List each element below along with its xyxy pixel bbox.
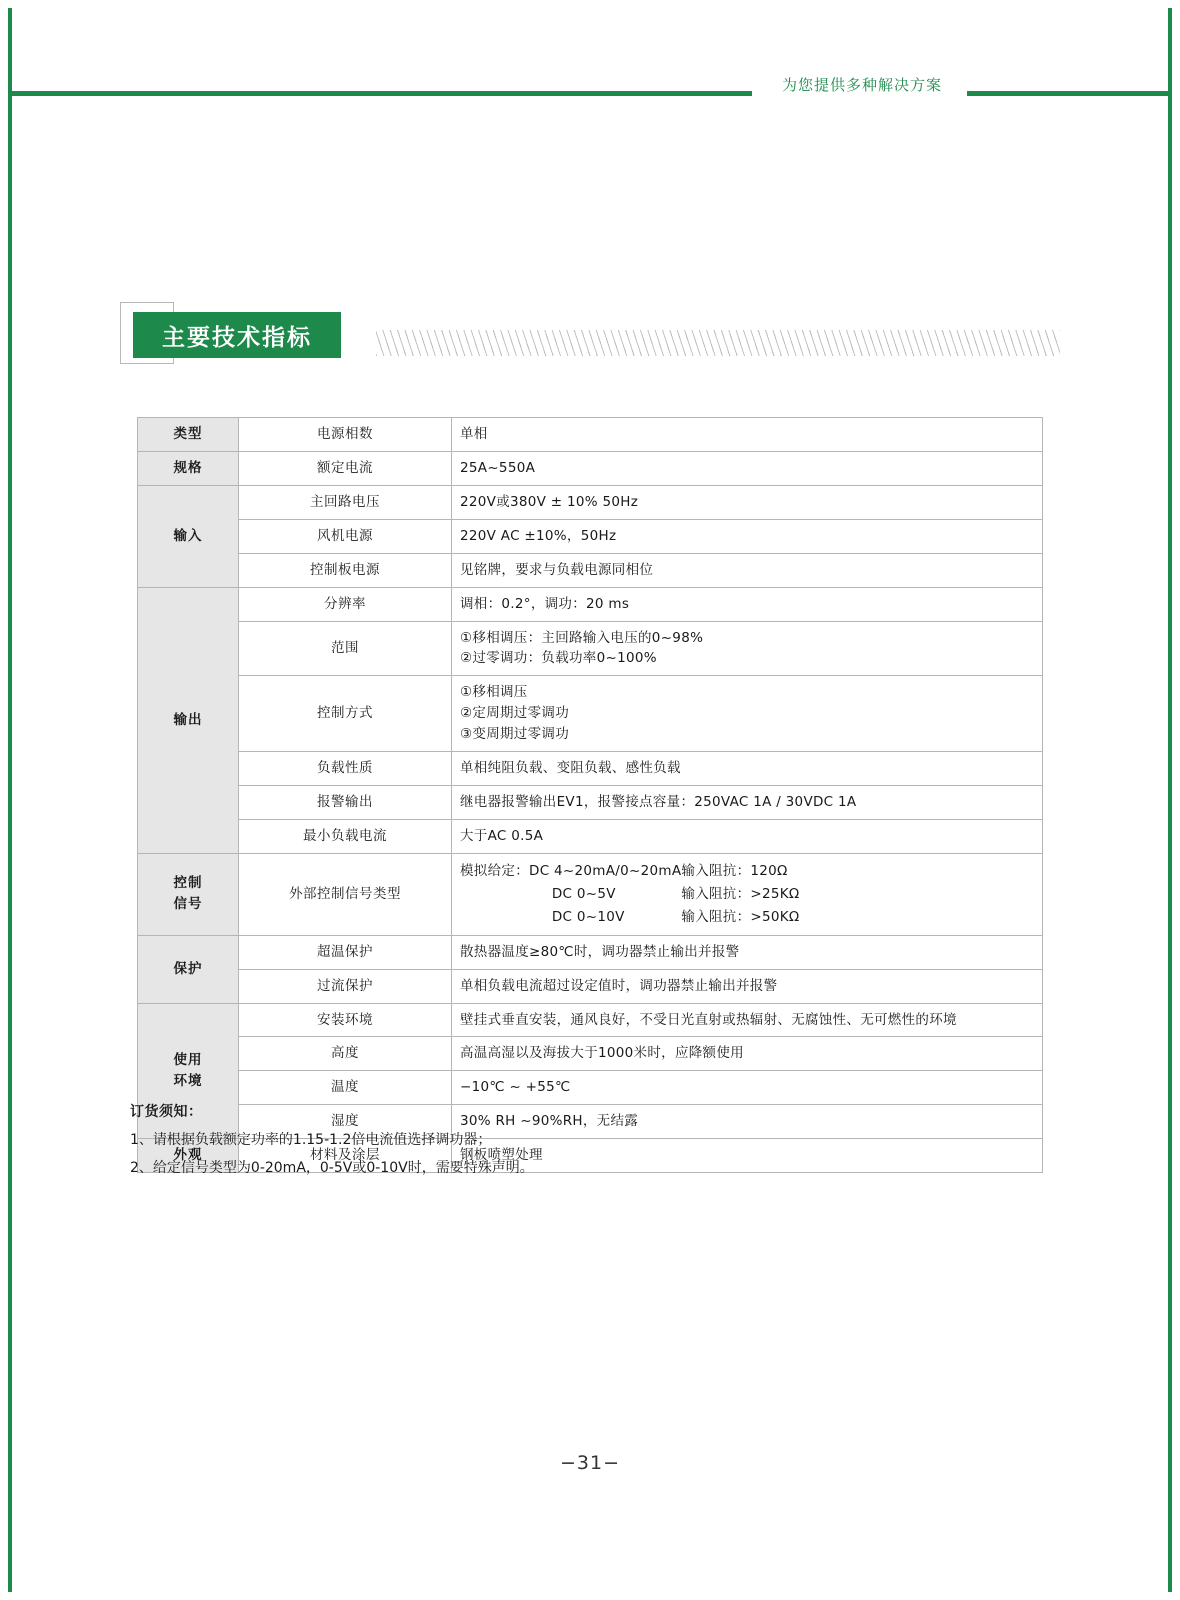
spec-category-cell: 类型	[138, 418, 239, 452]
table-row	[138, 451, 1043, 485]
table-row	[138, 1003, 1043, 1037]
table-row	[138, 676, 1043, 752]
spec-value-cell: 单相负载电流超过设定值时，调功器禁止输出并报警	[452, 969, 1043, 1003]
table-row	[138, 621, 1043, 676]
spec-value-line: ①移相调压	[460, 684, 528, 701]
table-row	[138, 519, 1043, 553]
spec-item-cell: 控制方式	[239, 676, 452, 752]
spec-value-cell: 见铭牌，要求与负载电源同相位	[452, 553, 1043, 587]
spec-item-cell: 高度	[239, 1037, 452, 1071]
spec-value-cell: −10℃ ~ +55℃	[452, 1071, 1043, 1105]
spec-value-lines	[460, 682, 1034, 745]
signal-type-right: 输入阻抗：120Ω	[681, 862, 788, 879]
spec-value-cell	[452, 676, 1043, 752]
section-title-label: 主要技术指标	[133, 312, 341, 358]
order-note-item: 1、请根据负载额定功率的1.15-1.2倍电流值选择调功器；	[130, 1132, 492, 1148]
signal-type-left: DC 0~10V	[460, 908, 625, 925]
spec-value-cell: 30% RH ~90%RH，无结露	[452, 1105, 1043, 1139]
page-border-left	[8, 8, 12, 1592]
spec-value-line: ②定周期过零调功	[460, 705, 570, 722]
spec-value-cell: 钢板喷塑处理	[452, 1139, 1043, 1173]
spec-category-cell: 输出	[138, 587, 239, 853]
spec-item-cell: 范围	[239, 621, 452, 676]
order-notes	[130, 1098, 1030, 1182]
spec-item-cell: 负载性质	[239, 752, 452, 786]
spec-value-cell: 单相纯阻负载、变阻负载、感性负载	[452, 752, 1043, 786]
spec-value-line: ②过零调功：负载功率0~100%	[460, 650, 657, 667]
section-title	[120, 302, 1060, 368]
signal-type-left: 模拟给定：DC 4~20mA/0~20mA	[460, 862, 682, 879]
spec-value-line: ①移相调压：主回路输入电压的0~98%	[460, 629, 704, 646]
spec-category-cell: 控制 信号	[138, 853, 239, 935]
spec-item-cell: 外部控制信号类型	[239, 853, 452, 935]
spec-value-lines	[460, 628, 1034, 670]
spec-item-cell: 最小负载电流	[239, 819, 452, 853]
spec-item-cell: 材料及涂层	[239, 1139, 452, 1173]
table-row	[138, 935, 1043, 969]
spec-value-cell: 散热器温度≥80℃时，调功器禁止输出并报警	[452, 935, 1043, 969]
specification-table	[137, 417, 1043, 1173]
spec-value-cell: 壁挂式垂直安装，通风良好，不受日光直射或热辐射、无腐蚀性、无可燃性的环境	[452, 1003, 1043, 1037]
header-rule-left	[12, 91, 752, 96]
spec-value-cell: 25A~550A	[452, 451, 1043, 485]
section-title-hatch-decoration	[376, 330, 1060, 356]
table-row	[138, 1037, 1043, 1071]
spec-value-line: ③变周期过零调功	[460, 726, 570, 743]
signal-type-table	[460, 860, 800, 929]
spec-item-cell: 主回路电压	[239, 485, 452, 519]
spec-category-cell: 外观	[138, 1139, 239, 1173]
spec-item-cell: 报警输出	[239, 786, 452, 820]
spec-item-cell: 安装环境	[239, 1003, 452, 1037]
spec-item-cell: 温度	[239, 1071, 452, 1105]
table-row	[138, 786, 1043, 820]
table-row	[138, 819, 1043, 853]
spec-category-cell: 保护	[138, 935, 239, 1003]
table-row	[138, 418, 1043, 452]
spec-category-cell: 规格	[138, 451, 239, 485]
spec-value-cell	[452, 853, 1043, 935]
page-border-right	[1168, 8, 1172, 1592]
spec-item-cell: 超温保护	[239, 935, 452, 969]
table-row	[138, 969, 1043, 1003]
spec-category-cell: 输入	[138, 485, 239, 587]
page-number: −31−	[559, 1452, 621, 1474]
spec-item-cell: 风机电源	[239, 519, 452, 553]
header-rule-right	[967, 91, 1168, 96]
page-header	[12, 76, 1168, 96]
table-row	[138, 553, 1043, 587]
signal-type-right: 输入阻抗：>25KΩ	[681, 885, 800, 902]
spec-item-cell: 额定电流	[239, 451, 452, 485]
spec-item-cell: 电源相数	[239, 418, 452, 452]
order-note-item: 2、给定信号类型为0-20mA，0-5V或0-10V时，需要特殊声明。	[130, 1160, 534, 1176]
spec-item-cell: 过流保护	[239, 969, 452, 1003]
spec-value-cell	[452, 621, 1043, 676]
spec-item-cell: 湿度	[239, 1105, 452, 1139]
signal-type-right: 输入阻抗：>50KΩ	[681, 908, 800, 925]
table-row	[138, 587, 1043, 621]
spec-value-cell: 继电器报警输出EV1，报警接点容量：250VAC 1A / 30VDC 1A	[452, 786, 1043, 820]
spec-value-cell: 高温高湿以及海拔大于1000米时，应降额使用	[452, 1037, 1043, 1071]
signal-type-row	[460, 860, 800, 883]
signal-type-left: DC 0~5V	[460, 885, 616, 902]
spec-item-cell: 分辨率	[239, 587, 452, 621]
table-row	[138, 752, 1043, 786]
table-row	[138, 485, 1043, 519]
spec-category-cell: 使用 环境	[138, 1003, 239, 1139]
signal-type-row	[460, 883, 800, 906]
spec-value-cell: 大于AC 0.5A	[452, 819, 1043, 853]
order-notes-title: 订货须知：	[130, 1104, 203, 1120]
spec-value-cell: 调相：0.2°，调功：20 ms	[452, 587, 1043, 621]
spec-value-cell: 单相	[452, 418, 1043, 452]
signal-type-row	[460, 906, 800, 929]
header-tagline: 为您提供多种解决方案	[781, 76, 942, 94]
table-row	[138, 853, 1043, 935]
spec-item-cell: 控制板电源	[239, 553, 452, 587]
spec-value-cell: 220V或380V ± 10% 50Hz	[452, 485, 1043, 519]
spec-value-cell: 220V AC ±10%，50Hz	[452, 519, 1043, 553]
